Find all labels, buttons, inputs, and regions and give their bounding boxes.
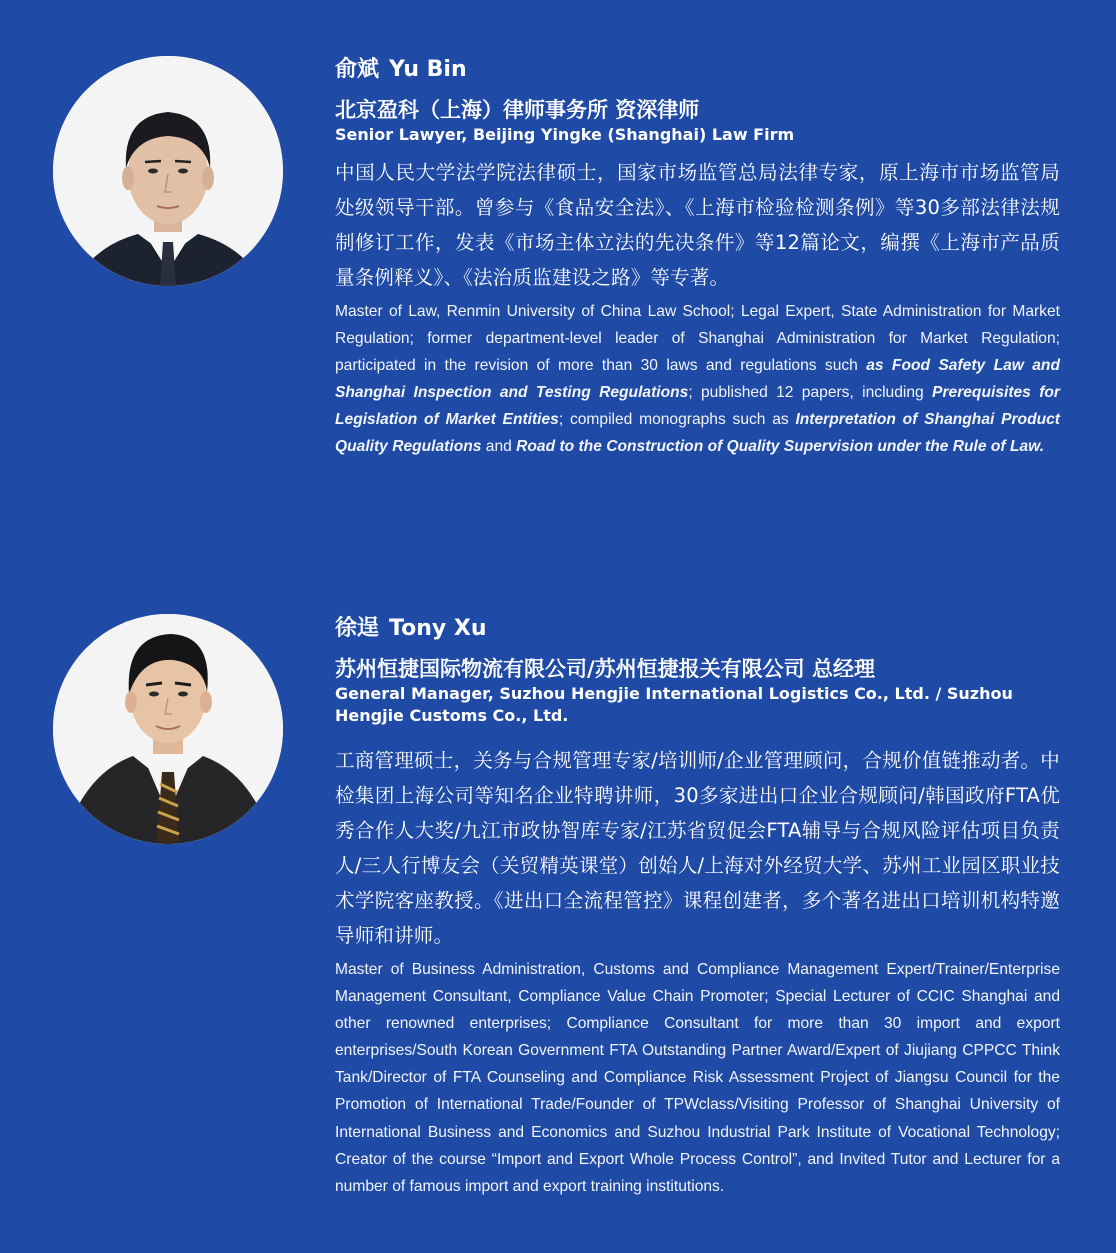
portrait-image: [53, 614, 283, 844]
bio-en-emphasis: Road to the Construction of Quality Supervision under the Rule of Law.: [516, 438, 1045, 456]
speaker-bio-cn: 工商管理硕士，关务与合规管理专家/培训师/企业管理顾问，合规价值链推动者。中检集团上海公司等知名企业特聘讲师，30多家进出口企业合规顾问/韩国政府FTA优秀合作人大奖/九江市政协智库专家/江苏省贸促会FTA辅导与合规风险评估项目负责人/三人行博友会（关贸精英课堂）创始人/上海对外经贸大学、苏州工业园区职业技术学院客座教授。《进出口全流程管控》课程创建者，多个著名进出口培训机构特邀导师和讲师。: [335, 749, 1060, 947]
portrait-image: [53, 56, 283, 286]
speaker-title-cn: 北京盈科（上海）律师事务所 资深律师: [335, 98, 700, 122]
profile-text: [335, 615, 1060, 1200]
bio-en-segment: ; published 12 papers, including: [688, 384, 933, 402]
speaker-title-cn: 苏州恒捷国际物流有限公司/苏州恒捷报关有限公司 总经理: [335, 657, 875, 681]
bio-en-segment: Master of Law, Renmin University of China Law School; Legal Expert, State Administration for Market Regulation; former department-level leader of Shanghai Administration for Market Regulation; participated in the revision of more than 30 laws and regulations such: [335, 303, 1060, 375]
speaker-name-cn: 徐逞: [335, 616, 380, 641]
profile-text: [335, 56, 1060, 461]
speaker-bio-cn: 中国人民大学法学院法律硕士，国家市场监管总局法律专家，原上海市市场监管局处级领导干部。曾参与《食品安全法》、《上海市检验检测条例》等30多部法律法规制修订工作，发表《市场主体立法的先决条件》等12篇论文，编撰《上海市产品质量条例释义》、《法治质监建设之路》等专著。: [335, 161, 1060, 289]
avatar-photo: [53, 614, 283, 844]
avatar-photo: [53, 56, 283, 286]
speaker-name-en: Tony Xu: [389, 616, 487, 641]
speaker-bio-en: [335, 298, 1060, 461]
speaker-name-cn: 俞斌: [335, 57, 380, 82]
speaker-title-en: General Manager, Suzhou Hengjie International Logistics Co., Ltd. / Suzhou Hengjie Customs Co., Ltd.: [335, 684, 1013, 725]
bio-en-emphasis: as Food Safety Law and Shanghai Inspection and Testing Regulations: [335, 357, 1060, 402]
speaker-name: [335, 615, 1060, 643]
speaker-name: [335, 56, 1060, 84]
speaker-name-en: Yu Bin: [389, 57, 467, 82]
bio-en-emphasis: Interpretation of Shanghai Product Quality Regulations: [335, 411, 1060, 456]
speaker-title-en: Senior Lawyer, Beijing Yingke (Shanghai) Law Firm: [335, 125, 795, 144]
bio-en-segment: and: [481, 438, 517, 456]
bio-en-emphasis: Prerequisites for Legislation of Market Entities: [335, 384, 1060, 429]
speaker-bio-en: Master of Business Administration, Customs and Compliance Management Expert/Trainer/Enterprise Management Consultant, Compliance Value Chain Promoter; Special Lecturer of CCIC Shanghai and other renowned enterprises; Compliance Consultant for more than 30 import and export enterprises/South Korean Government FTA Outstanding Partner Award/Expert of Jiujiang CPPCC Think Tank/Director of FTA Counseling and Compliance Risk Assessment Project of Jiangsu Council for the Promotion of International Trade/Founder of TPWclass/Visiting Professor of Shanghai University of International Business and Economics and Suzhou Industrial Park Institute of Vocational Technology; Creator of the course “Import and Export Whole Process Control”, and Invited Tutor and Lecturer for a number of famous import and export training institutions.: [335, 961, 1060, 1195]
bio-en-segment: ; compiled monographs such as: [558, 411, 796, 429]
